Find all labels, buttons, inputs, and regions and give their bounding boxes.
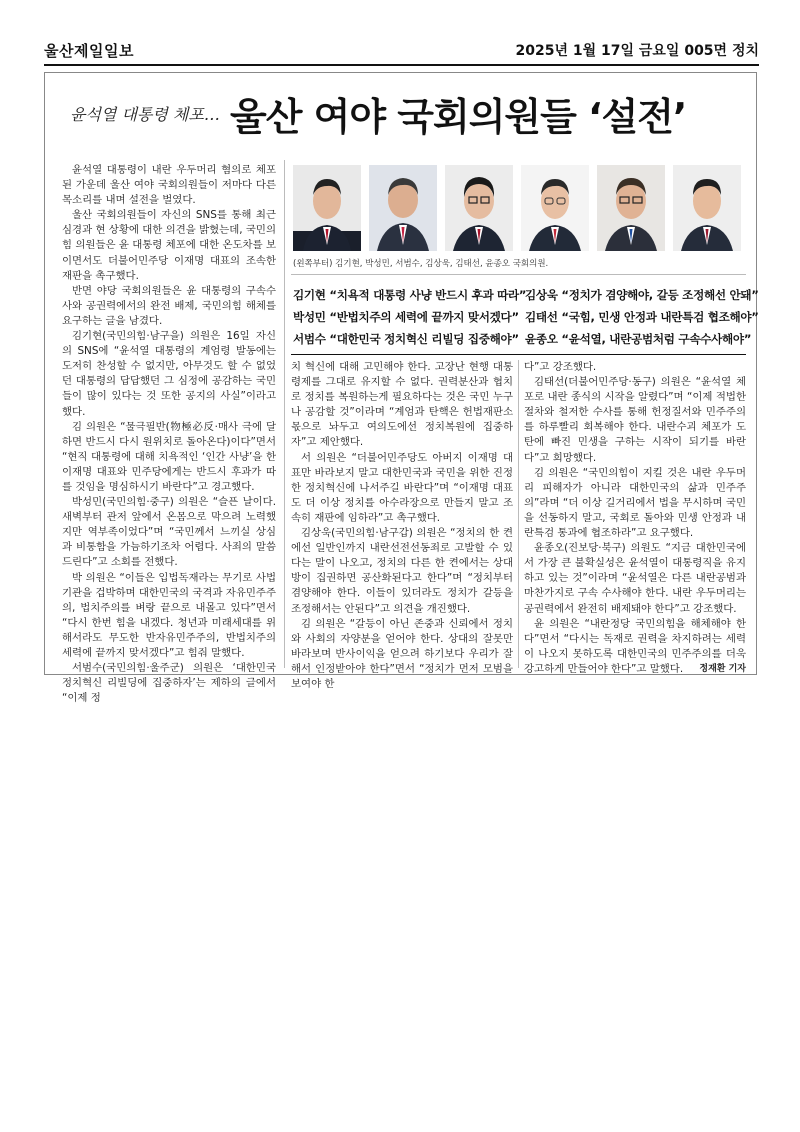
paragraph: 김 의원은 “국민의힘이 지킬 것은 내란 우두머리 피해자가 아니라 대한민국의 삶과 민주주의”라며 “더 이상 길거리에서 법을 무시하며 국민을 선동하지 말고, 국회로 돌아와 민생 안정과 내란특검 통과에 협조하라”고 요구했다. bbox=[524, 466, 746, 540]
portrait-photo bbox=[445, 165, 513, 251]
column-divider bbox=[518, 360, 519, 668]
portrait-photo bbox=[673, 165, 741, 251]
portrait-photo bbox=[369, 165, 437, 251]
paragraph: 김태선(더불어민주당·동구) 의원은 “윤석열 체포로 내란 종식의 시작을 알렸다”며 “이제 적법한 절차와 철저한 수사를 통해 헌정질서와 민주주의를 하루빨리 회복해야 한다. 내란수괴 체포가 도탄에 빠진 민생을 구하는 시작이 되기를 바란다”고 희망했다. bbox=[524, 376, 746, 464]
photo-strip bbox=[293, 165, 745, 251]
dateline: 2025년 1월 17일 금요일 005면 정치 bbox=[515, 43, 759, 59]
paragraph: 윤석열 대통령이 내란 우두머리 혐의로 체포된 가운데 울산 여야 국회의원들이 저마다 다른 목소리를 내며 설전을 벌였다. bbox=[62, 164, 276, 207]
photo-caption: (왼쪽부터) 김기현, 박성민, 서범수, 김상욱, 김태선, 윤종오 국회의원. bbox=[293, 259, 549, 269]
subhead: 김태선 “국힘, 민생 안정과 내란특검 협조해야” bbox=[525, 310, 759, 324]
subhead: 박성민 “반법치주의 세력에 끝까지 맞서겠다” bbox=[293, 310, 519, 324]
caption-rule bbox=[291, 274, 746, 275]
paragraph: 다”고 강조했다. bbox=[524, 361, 597, 373]
headline bbox=[70, 86, 730, 139]
masthead bbox=[44, 40, 759, 60]
body-column-3 bbox=[524, 360, 746, 675]
headline-kicker: 윤석열 대통령 체포… bbox=[70, 105, 220, 124]
paragraph: 김상욱(국민의힘·남구갑) 의원은 “정치의 한 켠에선 일반인까지 내란선전선동죄로 고발할 수 있다는 말이 나오고, 정치의 다른 한 켠에서는 상대방이 집권하면 공산화된다고 한다”며 “정치부터 겸양해야 한다. 이들이 있더라도 정치가 갈등을 조정해서는 안된다”고 의견을 개진했다. bbox=[291, 527, 513, 615]
paragraph: 반면 야당 국회의원들은 윤 대통령의 구속수사와 공권력에서의 완전 배제, 국민의힘 해체를 요구하는 글을 남겼다. bbox=[62, 284, 276, 327]
paragraph: 서범수(국민의힘·울주군) 의원은 ‘대한민국 정치혁신 리빌딩에 집중하자’는 제하의 글에서 “이제 정 bbox=[62, 662, 276, 705]
paragraph-text: 윤 의원은 “내란정당 국민의힘을 해체해야 한다”면서 “다시는 독재로 권력을 차지하려는 세력이 나오지 못하도록 대한민국의 민주주의를 더욱 강고하게 만들어야 한다”고 말했다. bbox=[524, 617, 746, 675]
portrait-photo bbox=[597, 165, 665, 251]
paragraph: 치 혁신에 대해 고민해야 한다. 고장난 현행 대통령제를 그대로 유지할 수 없다. 권력분산과 협치로 정치를 복원하는게 필요하다는 것은 국민 누구나 공감할 것”이라며 “계엄과 탄핵은 헌법재판소 몫으로 놔두고 여의도에선 정치복원에 집중하자”고 제안했다. bbox=[291, 361, 513, 449]
paper-name: 울산제일일보 bbox=[44, 42, 134, 60]
subhead-rule bbox=[291, 354, 746, 355]
paragraph: 김기현(국민의힘·남구을) 의원은 16일 자신의 SNS에 “윤석열 대통령의 계엄령 발동에는 도저히 찬성할 수 없지만, 아무것도 할 수 없었던 대통령의 답답했던 그 심정에 공감하는 국민들이 많이 있다는 것 또한 공지의 사실”이라고 했다. bbox=[62, 330, 276, 418]
paragraph: 김 의원은 “물극필반(物極必反·매사 극에 달하면 반드시 다시 원위치로 돌아온다)이다”면서 “현직 대통령에 대해 치욕적인 ‘인간 사냥’을 한 이재명 대표와 민주당에게는 반드시 후과가 따를 것임을 명심하시기 바란다”고 경고했다. bbox=[62, 420, 276, 493]
paragraph: 김 의원은 “갈등이 아닌 존중과 신뢰에서 정치와 사회의 자양분을 얻어야 한다. 상대의 잘못만 바라보며 반사이익을 얻으려 하기보다 우리가 잘해서 인정받아야 한다”면서 “정치가 먼저 모범을 보여야 한 bbox=[291, 617, 513, 690]
paragraph: 서 의원은 “더불어민주당도 아버지 이재명 대표만 바라보지 말고 대한민국과 국민을 위한 진정한 정치혁신에 나서주길 바란다”며 “이재명 대표도 더 이상 정치를 아수라장으로 만들지 말고 조속히 재판에 임하라”고 촉구했다. bbox=[291, 451, 513, 524]
paragraph: 박 의원은 “이들은 입법독재라는 무기로 사법기관을 겁박하며 대한민국의 국격과 자유민주주의, 법치주의를 벼랑 끝으로 내몰고 있다”면서 “다시 한번 힘을 내겠다. 청년과 미래세대를 위해서라도 무도한 반자유민주주의, 반법치주의 세력에 끝까지 맞서겠다”고 힘줘 말했다. bbox=[62, 571, 276, 659]
paragraph: 울산 국회의원들이 자신의 SNS를 통해 최근 심경과 현 상황에 대한 의견을 밝혔는데, 국민의힘 의원들은 윤 대통령 체포에 대한 온도차를 보이면서도 더불어민주당 이재명 대표의 조속한 재판을 촉구했다. bbox=[62, 209, 276, 282]
body-column-1 bbox=[62, 163, 276, 705]
portrait-photo bbox=[521, 165, 589, 251]
subheads bbox=[293, 287, 759, 349]
subhead: 김기현 “치욕적 대통령 사냥 반드시 후과 따라” bbox=[293, 288, 527, 302]
body-column-2 bbox=[291, 360, 513, 690]
byline: 정재환 기자 bbox=[699, 663, 746, 674]
masthead-rule bbox=[44, 64, 759, 66]
headline-title: 울산 여야 국회의원들 ‘설전’ bbox=[230, 95, 687, 139]
paragraph bbox=[524, 617, 746, 677]
portrait-photo bbox=[293, 165, 361, 251]
subhead: 김상욱 “정치가 겸양해야, 갈등 조정해선 안돼” bbox=[525, 288, 759, 302]
subhead: 서범수 “대한민국 정치혁신 리빌딩 집중해야” bbox=[293, 332, 519, 346]
subhead: 윤종오 “윤석열, 내란공범처럼 구속수사해야” bbox=[525, 332, 752, 346]
column-divider bbox=[284, 160, 285, 668]
paragraph: 박성민(국민의힘·중구) 의원은 “슬픈 날이다. 새벽부터 관저 앞에서 온몸으로 막으려 노력했지만 역부족이었다”며 “국민께서 느끼실 상심과 비통함을 가늠하기조차 어렵다. 사죄의 말씀드린다”고 소회를 전했다. bbox=[62, 496, 276, 569]
paragraph: 윤종오(진보당·북구) 의원도 “지금 대한민국에서 가장 큰 불확실성은 윤석열이 대통령직을 유지하고 있는 것”이라며 “윤석열은 다른 내란공범과 마찬가지로 구속 수사해야 한다. 내란 우두머리는 공권력에서 완전히 배제돼야 한다”고 강조했다. bbox=[524, 542, 746, 615]
